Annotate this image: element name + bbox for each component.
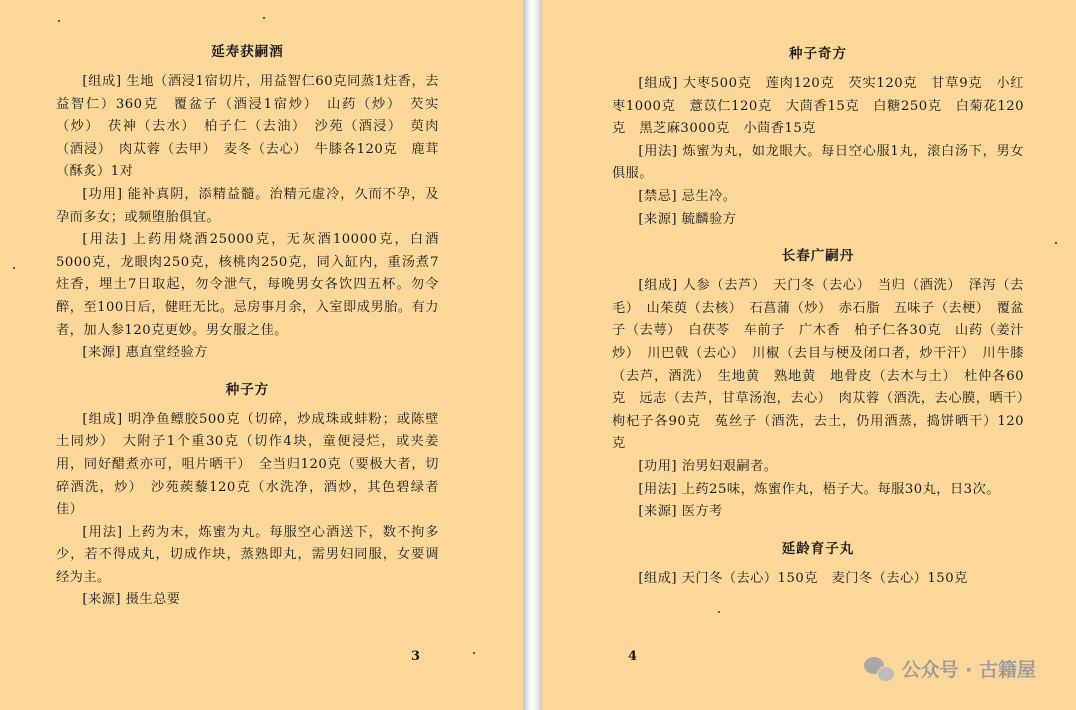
right-page-content	[612, 42, 1038, 603]
watermark	[864, 655, 1036, 682]
recipe-title: 延寿获嗣酒	[211, 44, 284, 60]
recipe-paragraph: [组成] 人参（去芦） 天门冬（去心） 当归（酒洗） 泽泻（去毛） 山茱萸（去核） 石菖蒲（炒） 赤石脂 五味子（去梗） 覆盆子（去萼） 白茯苓 车前子 广木香 柏子仁各30克 山药（姜汁炒） 川巴戟（去心） 川椒（去目与梗及闭口者，炒干汗） 川牛膝（去芦，酒洗） 生地黄 熟地黄 地骨皮（去木与土） 杜仲各60克 远志（去芦，甘草汤泡，去心） 肉苁蓉（酒洗，去心膜，晒干） 枸杞子各90克 菟丝子（酒洗，去土，仍用酒蒸，捣饼晒干）120克	[612, 278, 1038, 452]
recipe-paragraph: [组成] 生地（酒浸1宿切片，用益智仁60克同蒸1炷香，去益智仁）360克 覆盆子（酒浸1宿炒） 山药（炒） 芡实（炒） 茯神（去水） 柏子仁（去油） 沙苑（酒浸） 萸肉（酒浸） 肉苁蓉（去甲） 麦冬（去心） 牛膝各120克 鹿茸（酥炙）1对	[56, 74, 439, 180]
recipe-title: 种子奇方	[789, 46, 847, 62]
right-page	[542, 0, 1076, 710]
recipe-section	[612, 244, 1038, 524]
recipe-paragraph: [禁忌] 忌生冷。	[638, 188, 737, 204]
recipe-paragraph: [组成] 大枣500克 莲肉120克 芡实120克 甘草9克 小红枣1000克 薏苡仁120克 大茴香15克 白糖250克 白菊花120克 黑芝麻3000克 小茴香15克	[612, 76, 1024, 137]
recipe-paragraph: [组成] 天门冬（去心）150克 麦门冬（去心）150克	[638, 570, 968, 586]
watermark-text: 公众号 · 古籍屋	[901, 659, 1036, 681]
recipe-section	[56, 378, 439, 612]
recipe-paragraph: [功用] 能补真阴，添精益髓。治精元虚冷，久而不孕，及孕而多女；或频堕胎俱宜。	[56, 186, 439, 225]
page-number-right: 4	[628, 649, 638, 664]
recipe-paragraph: [来源] 医方考	[638, 504, 723, 520]
recipe-paragraph: [来源] 摄生总要	[82, 592, 181, 608]
page-number-left: 3	[411, 649, 421, 664]
recipe-paragraph: [组成] 明净鱼鳔胶500克（切碎，炒成珠或蚌粉；或陈壁土同炒） 大附子1个重30克（切作4块，童便浸烂，或夹姜用，同好醋煮亦可，咀片晒干） 全当归120克（要极大者，切碎酒洗，炒） 沙苑蒺藜120克（水洗净，酒炒，其色碧绿者佳）	[56, 411, 439, 518]
recipe-paragraph: [来源] 毓麟验方	[638, 211, 737, 227]
left-page	[0, 0, 523, 710]
recipe-section	[612, 42, 1024, 231]
left-page-content	[56, 40, 439, 625]
recipe-paragraph: [来源] 惠直堂经验方	[82, 345, 208, 361]
wechat-icon	[864, 657, 894, 681]
recipe-paragraph: [用法] 上药用烧酒25000克，无灰酒10000克，白酒5000克，龙眼肉250克，核桃肉250克，同入缸内，重汤煮7炷香，埋土7日取起，勿令泄气，每晚男女各饮四五杯。勿令醉，至100日后，健旺无比。忌房事月余，入室即成男胎。有力者，加人参120克更妙。男女服之佳。	[56, 232, 439, 338]
recipe-paragraph: [用法] 炼蜜为丸，如龙眼大。每日空心服1丸，滚白汤下，男女俱服。	[612, 143, 1024, 182]
recipe-paragraph: [用法] 上药25味，炼蜜作丸，梧子大。每服30丸，日3次。	[638, 481, 1000, 497]
page-gutter	[523, 0, 542, 710]
recipe-title: 长春广嗣丹	[781, 248, 855, 265]
recipe-section	[612, 537, 1024, 591]
recipe-paragraph: [用法] 上药为末，炼蜜为丸。每服空心酒送下，数不拘多少，若不得成丸，切成作块，蒸熟即丸，需男妇同服，女要调经为主。	[56, 524, 439, 585]
recipe-paragraph: [功用] 治男妇艰嗣者。	[638, 458, 778, 474]
recipe-title: 延龄育子丸	[781, 540, 855, 557]
recipe-section	[56, 40, 439, 365]
recipe-title: 种子方	[225, 381, 270, 398]
